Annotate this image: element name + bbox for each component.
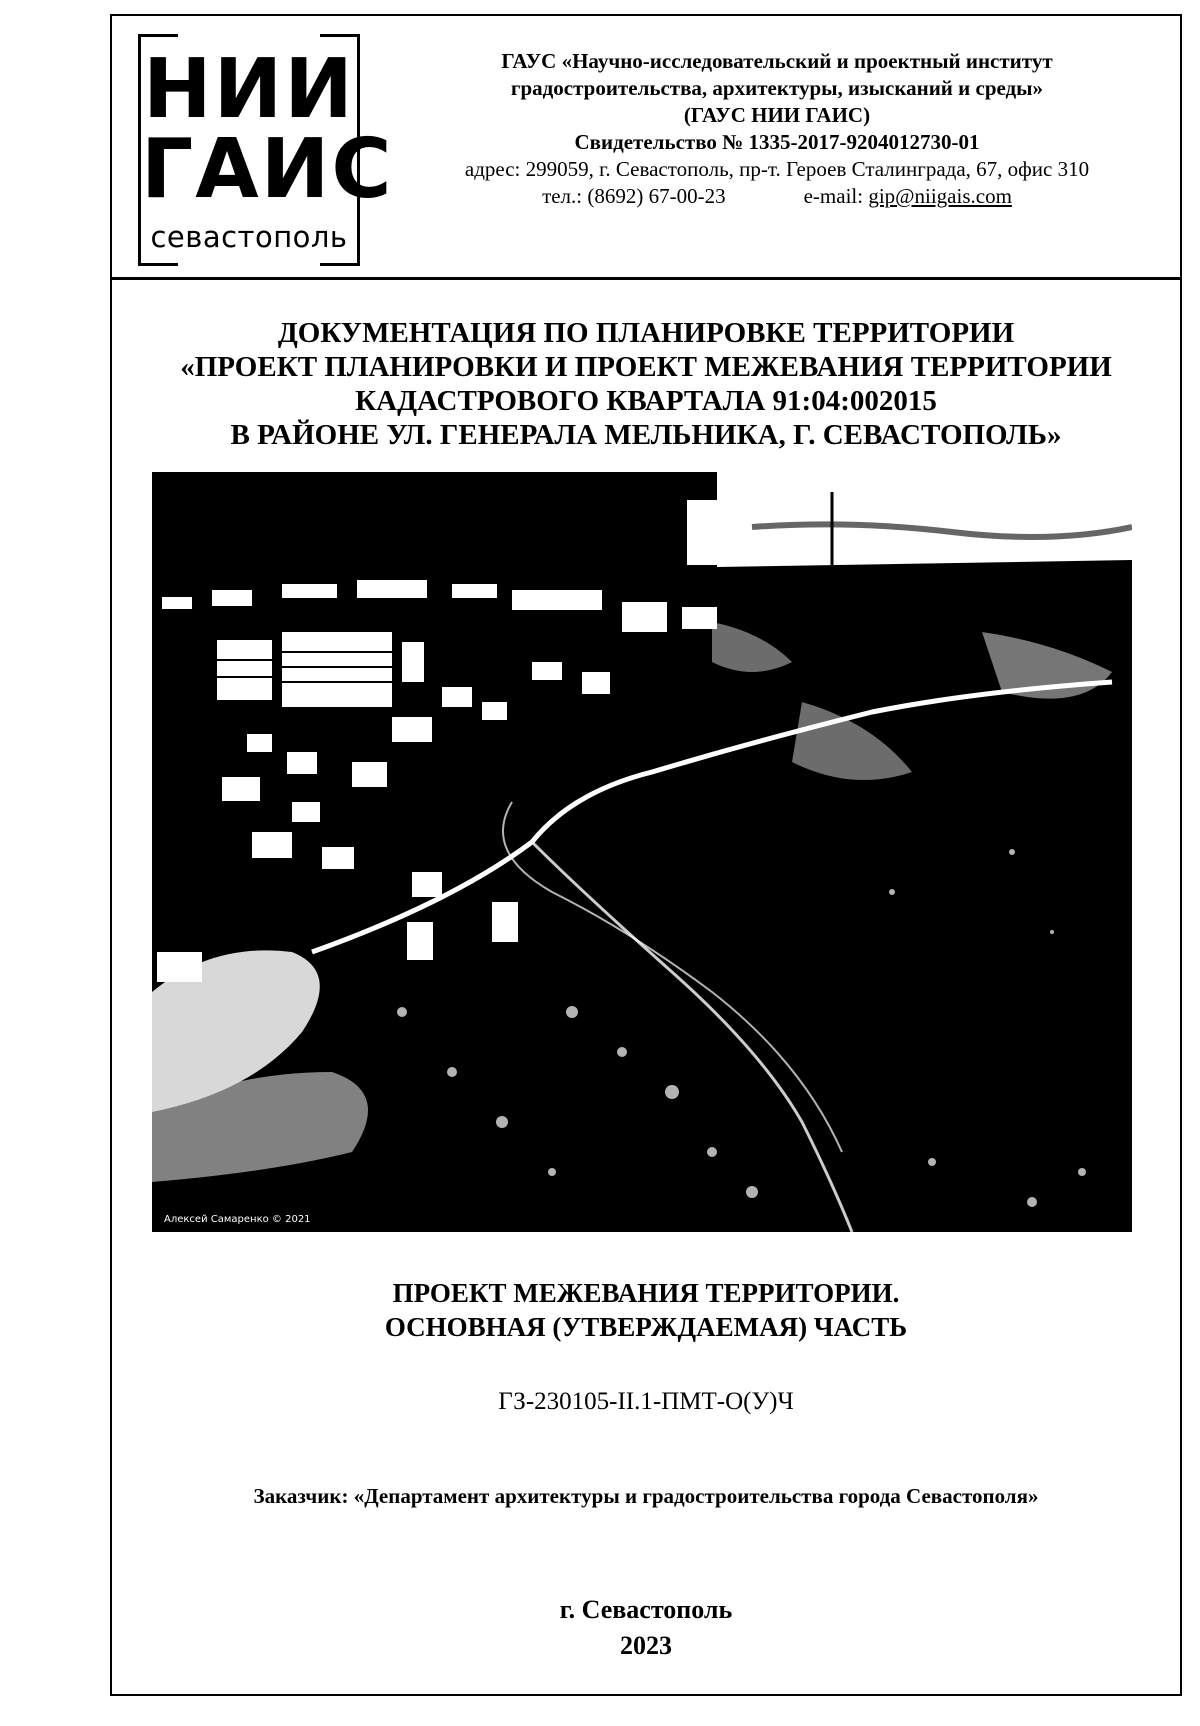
organization-certificate: Свидетельство № 1335-2017-9204012730-01: [574, 130, 980, 154]
aerial-photo-illustration: [152, 472, 1132, 1232]
organization-email-block: [804, 183, 1012, 210]
email-link[interactable]: gip@niigais.com: [868, 184, 1012, 208]
logo-text-city: севастополь: [150, 220, 348, 254]
document-subtitle: [112, 1276, 1180, 1344]
organization-name-line2: градостроительства, архитектуры, изысканий и среды»: [510, 76, 1044, 100]
footer-year: 2023: [620, 1631, 672, 1660]
organization-address: адрес: 299059, г. Севастополь, пр-т. Героев Сталинграда, 67, офис 310: [464, 157, 1090, 181]
photo-credit: Алексей Самаренко © 2021: [164, 1214, 311, 1225]
organization-contacts: [382, 183, 1172, 210]
title-line-2: «ПРОЕКТ ПЛАНИРОВКИ И ПРОЕКТ МЕЖЕВАНИЯ ТЕРРИТОРИИ: [180, 351, 1112, 383]
organization-short-name: (ГАУС НИИ ГАИС): [683, 103, 871, 127]
title-line-4: В РАЙОНЕ УЛ. ГЕНЕРАЛА МЕЛЬНИКА, Г. СЕВАСТОПОЛЬ»: [230, 419, 1062, 451]
title-line-1: ДОКУМЕНТАЦИЯ ПО ПЛАНИРОВКЕ ТЕРРИТОРИИ: [277, 317, 1015, 349]
document-title: [112, 316, 1180, 452]
organization-name-line1: ГАУС «Научно-исследовательский и проектный институт: [501, 49, 1053, 73]
subtitle-line-1: ПРОЕКТ МЕЖЕВАНИЯ ТЕРРИТОРИИ.: [392, 1278, 900, 1308]
document-footer: [112, 1592, 1180, 1664]
organization-info: [382, 48, 1172, 210]
footer-city: г. Севастополь: [559, 1595, 733, 1624]
title-line-3: КАДАСТРОВОГО КВАРТАЛА 91:04:002015: [355, 385, 937, 417]
page-frame: [110, 14, 1182, 1696]
aerial-city-photo: [152, 472, 1132, 1232]
document-code: ГЗ-230105-II.1-ПМТ-О(У)Ч: [498, 1388, 794, 1415]
organization-phone: тел.: (8692) 67-00-23: [542, 184, 726, 208]
email-label: e-mail:: [803, 184, 864, 208]
subtitle-line-2: ОСНОВНАЯ (УТВЕРЖДАЕМАЯ) ЧАСТЬ: [384, 1312, 908, 1342]
organization-logo: [138, 34, 394, 266]
document-header: [112, 16, 1180, 280]
logo-text-nii: НИИ: [143, 42, 355, 137]
customer-line: Заказчик: «Департамент архитектуры и градостроительства города Севастополя»: [253, 1484, 1039, 1508]
logo-text-gais: ГАИС: [141, 122, 394, 217]
